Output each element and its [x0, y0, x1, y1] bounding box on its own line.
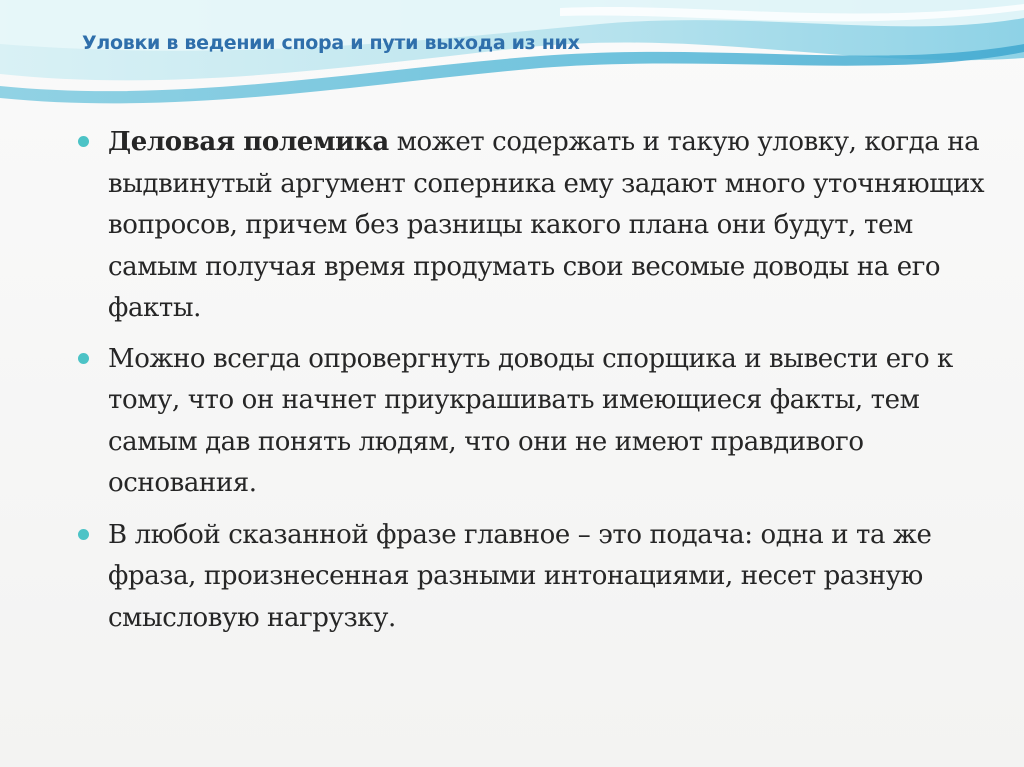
bullet-item	[78, 515, 1008, 640]
bullet-item	[78, 122, 1008, 330]
bullet-dot-icon	[78, 136, 89, 147]
bullet-text: Можно всегда опровергнуть доводы спорщика и вывести его к тому, что он начнет приукрашивать имеющиеся факты, тем самым дав понять людям, что они не имеют правдивого основания.	[108, 343, 953, 498]
bullet-list	[78, 122, 1008, 648]
header-wave-decoration	[0, 0, 1024, 120]
bullet-bold-text: Деловая полемика	[108, 127, 389, 157]
slide-title: Уловки в ведении спора и пути выхода из них	[82, 32, 580, 54]
bullet-dot-icon	[78, 529, 89, 540]
bullet-dot-icon	[78, 353, 89, 364]
bullet-text: В любой сказанной фразе главное – это подача: одна и та же фраза, произнесенная разными интонациями, несет разную смысловую нагрузку.	[108, 519, 932, 633]
bullet-text: может содержать и такую уловку, когда на выдвинутый аргумент соперника ему задают много уточняющих вопросов, причем без разницы какого плана они будут, тем самым получая время продумать свои весомые доводы на его факты.	[108, 127, 985, 323]
bullet-item	[78, 339, 1008, 505]
